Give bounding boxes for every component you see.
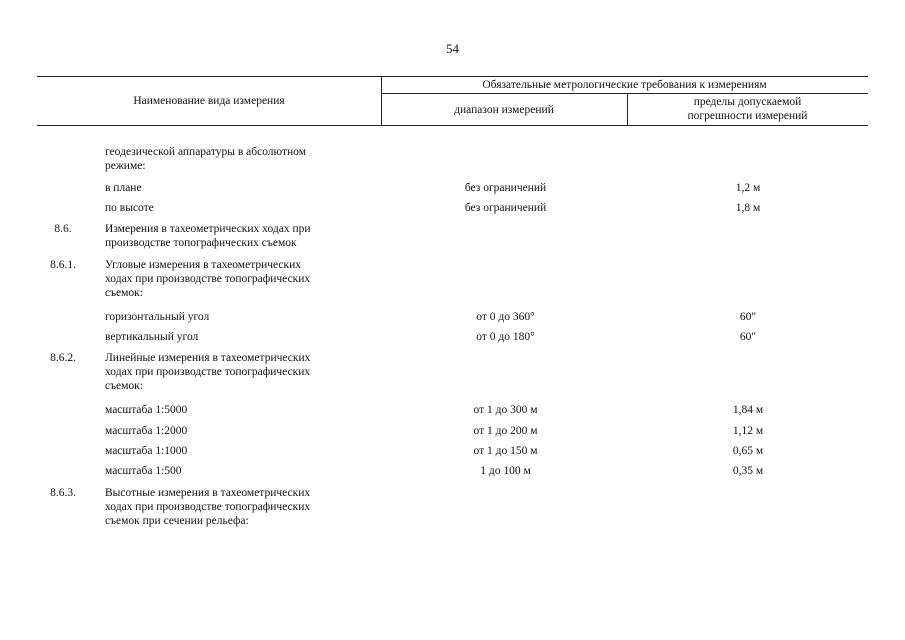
row-name xyxy=(105,258,365,300)
row-name: масштаба 1:500 xyxy=(105,465,182,477)
row-name-line: Угловые измерения в тахеометрических xyxy=(105,259,302,271)
row-name xyxy=(105,145,365,173)
row-number: 8.6. xyxy=(54,223,72,235)
page-number: 54 xyxy=(446,41,459,56)
row-name-line: режиме: xyxy=(105,160,146,172)
row-name-line: съемок: xyxy=(105,380,143,392)
header-error-column xyxy=(627,95,868,123)
row-error: 0,35 м xyxy=(732,465,764,477)
row-name-line: ходах при производстве топографических xyxy=(105,501,311,513)
header-name-column: Наименование вида измерения xyxy=(133,95,285,107)
row-name-line: съемок: xyxy=(105,287,143,299)
row-name: масштаба 1:5000 xyxy=(105,404,188,416)
header-error-line-1: пределы допускаемой xyxy=(693,96,802,108)
row-name-line: Высотные измерения в тахеометрических xyxy=(105,487,311,499)
row-name-line: геодезической аппаратуры в абсолютном xyxy=(105,146,306,158)
row-name xyxy=(105,222,365,250)
row-error: 1,2 м xyxy=(735,182,761,194)
row-name-line: Измерения в тахеометрических ходах при xyxy=(105,223,311,235)
header-error-line-2: погрешности измерений xyxy=(687,110,808,122)
row-name: по высоте xyxy=(105,202,154,214)
row-name xyxy=(105,486,365,528)
row-range: от 1 до 200 м xyxy=(473,425,538,437)
row-name-line: Линейные измерения в тахеометрических xyxy=(105,352,311,364)
header-range-column: диапазон измерений xyxy=(454,104,554,116)
row-name-line: производстве топографических съемок xyxy=(105,237,297,249)
row-range: 1 до 100 м xyxy=(480,465,531,477)
table-header-bottom-rule xyxy=(37,125,868,126)
row-range: без ограничений xyxy=(464,202,547,214)
row-error: 1,8 м xyxy=(735,202,761,214)
group-header-rule xyxy=(381,93,868,94)
row-name xyxy=(105,351,365,393)
row-name: масштаба 1:2000 xyxy=(105,425,188,437)
row-name: вертикальный угол xyxy=(105,331,199,343)
row-range: от 0 до 360° xyxy=(476,311,535,323)
row-error: 60" xyxy=(739,331,757,343)
row-name-line: ходах при производстве топографических xyxy=(105,273,311,285)
header-group: Обязательные метрологические требования к измерениям xyxy=(482,79,767,91)
row-number: 8.6.3. xyxy=(50,487,76,499)
table-top-rule xyxy=(37,76,868,77)
row-name: масштаба 1:1000 xyxy=(105,445,188,457)
row-error: 1,12 м xyxy=(732,425,764,437)
row-error: 1,84 м xyxy=(732,404,764,416)
row-range: от 1 до 300 м xyxy=(473,404,538,416)
row-range: без ограничений xyxy=(464,182,547,194)
row-name-line: съемок при сечении рельефа: xyxy=(105,515,249,527)
row-number: 8.6.1. xyxy=(50,259,76,271)
row-range: от 0 до 180° xyxy=(476,331,535,343)
row-name: в плане xyxy=(105,182,142,194)
row-name: горизонтальный угол xyxy=(105,311,210,323)
row-error: 60" xyxy=(739,311,757,323)
row-number: 8.6.2. xyxy=(50,352,76,364)
row-name-line: ходах при производстве топографических xyxy=(105,366,311,378)
row-range: от 1 до 150 м xyxy=(473,445,538,457)
row-error: 0,65 м xyxy=(732,445,764,457)
